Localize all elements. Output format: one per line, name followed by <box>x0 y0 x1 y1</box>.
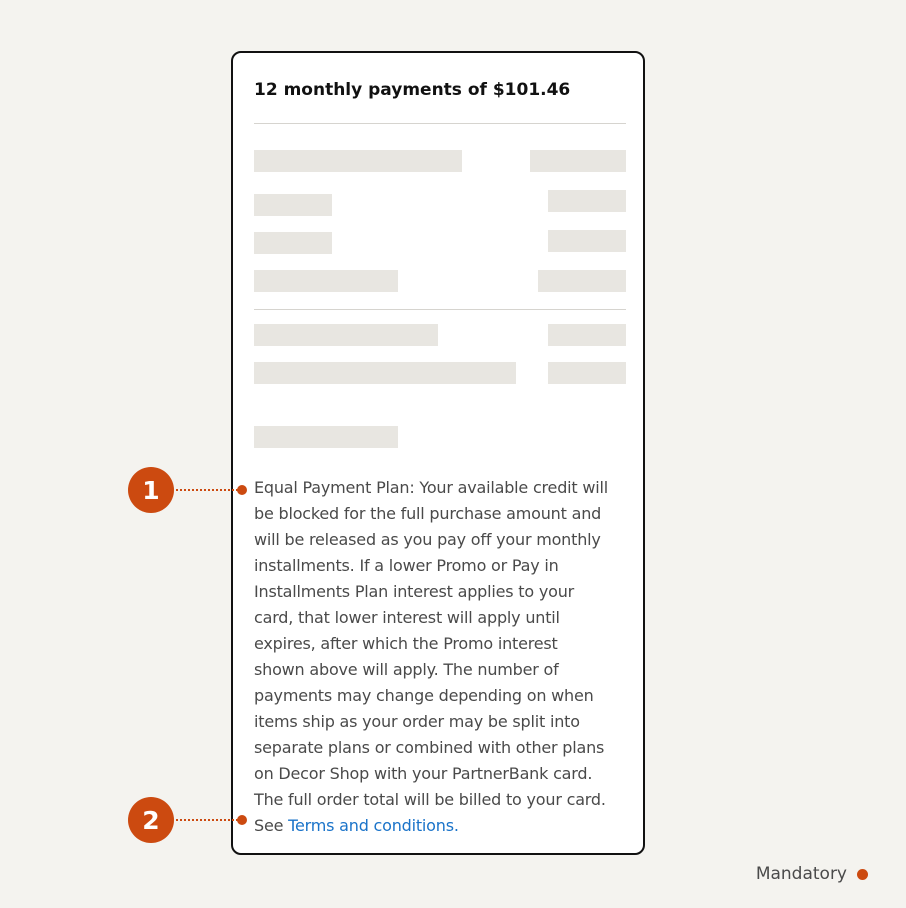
see-prefix: See <box>254 816 289 835</box>
annotation-marker-1: 1 <box>128 467 174 513</box>
disclaimer-line: will be released as you pay off your monthly <box>254 530 601 549</box>
skeleton-label <box>254 324 438 346</box>
skeleton-label <box>254 362 516 384</box>
annotation-anchor-dot-2 <box>237 815 247 825</box>
disclaimer-line: Installments Plan interest applies to your <box>254 582 575 601</box>
disclaimer-line: shown above will apply. The number of <box>254 660 559 679</box>
disclaimer-line: payments may change depending on when <box>254 686 594 705</box>
skeleton-value <box>538 270 626 292</box>
disclaimer-line: card, that lower interest will apply until <box>254 608 560 627</box>
disclaimer-line: on Decor Shop with your PartnerBank card. <box>254 764 593 783</box>
skeleton-label <box>254 150 462 172</box>
terms-line <box>254 813 630 839</box>
skeleton-label <box>254 426 398 448</box>
disclaimer-line: installments. If a lower Promo or Pay in <box>254 556 559 575</box>
skeleton-label <box>254 232 332 254</box>
legend-label: Mandatory <box>755 864 847 884</box>
legend-dot-icon <box>857 869 868 880</box>
terms-and-conditions-link[interactable]: Terms and conditions. <box>288 816 459 835</box>
legend <box>756 864 868 884</box>
disclaimer-line: be blocked for the full purchase amount and <box>254 504 602 523</box>
annotation-leader-1 <box>176 489 238 491</box>
skeleton-value <box>548 190 626 212</box>
disclaimer-line: Equal Payment Plan: Your available credit will <box>254 478 608 497</box>
middle-divider <box>254 309 626 310</box>
disclaimer-line: items ship as your order may be split into <box>254 712 580 731</box>
skeleton-value <box>530 150 626 172</box>
skeleton-label <box>254 194 332 216</box>
payment-plan-title: 12 monthly payments of $101.46 <box>254 80 571 100</box>
payment-plan-card <box>231 51 645 855</box>
equal-payment-plan-disclaimer <box>254 475 630 839</box>
skeleton-value <box>548 362 626 384</box>
annotation-anchor-dot-1 <box>237 485 247 495</box>
annotation-marker-2: 2 <box>128 797 174 843</box>
top-divider <box>254 123 626 124</box>
skeleton-label <box>254 270 398 292</box>
disclaimer-line: expires, after which the Promo interest <box>254 634 558 653</box>
skeleton-value <box>548 324 626 346</box>
disclaimer-line: The full order total will be billed to your card. <box>254 790 606 809</box>
skeleton-value <box>548 230 626 252</box>
annotation-leader-2 <box>176 819 238 821</box>
disclaimer-line: separate plans or combined with other plans <box>254 738 605 757</box>
